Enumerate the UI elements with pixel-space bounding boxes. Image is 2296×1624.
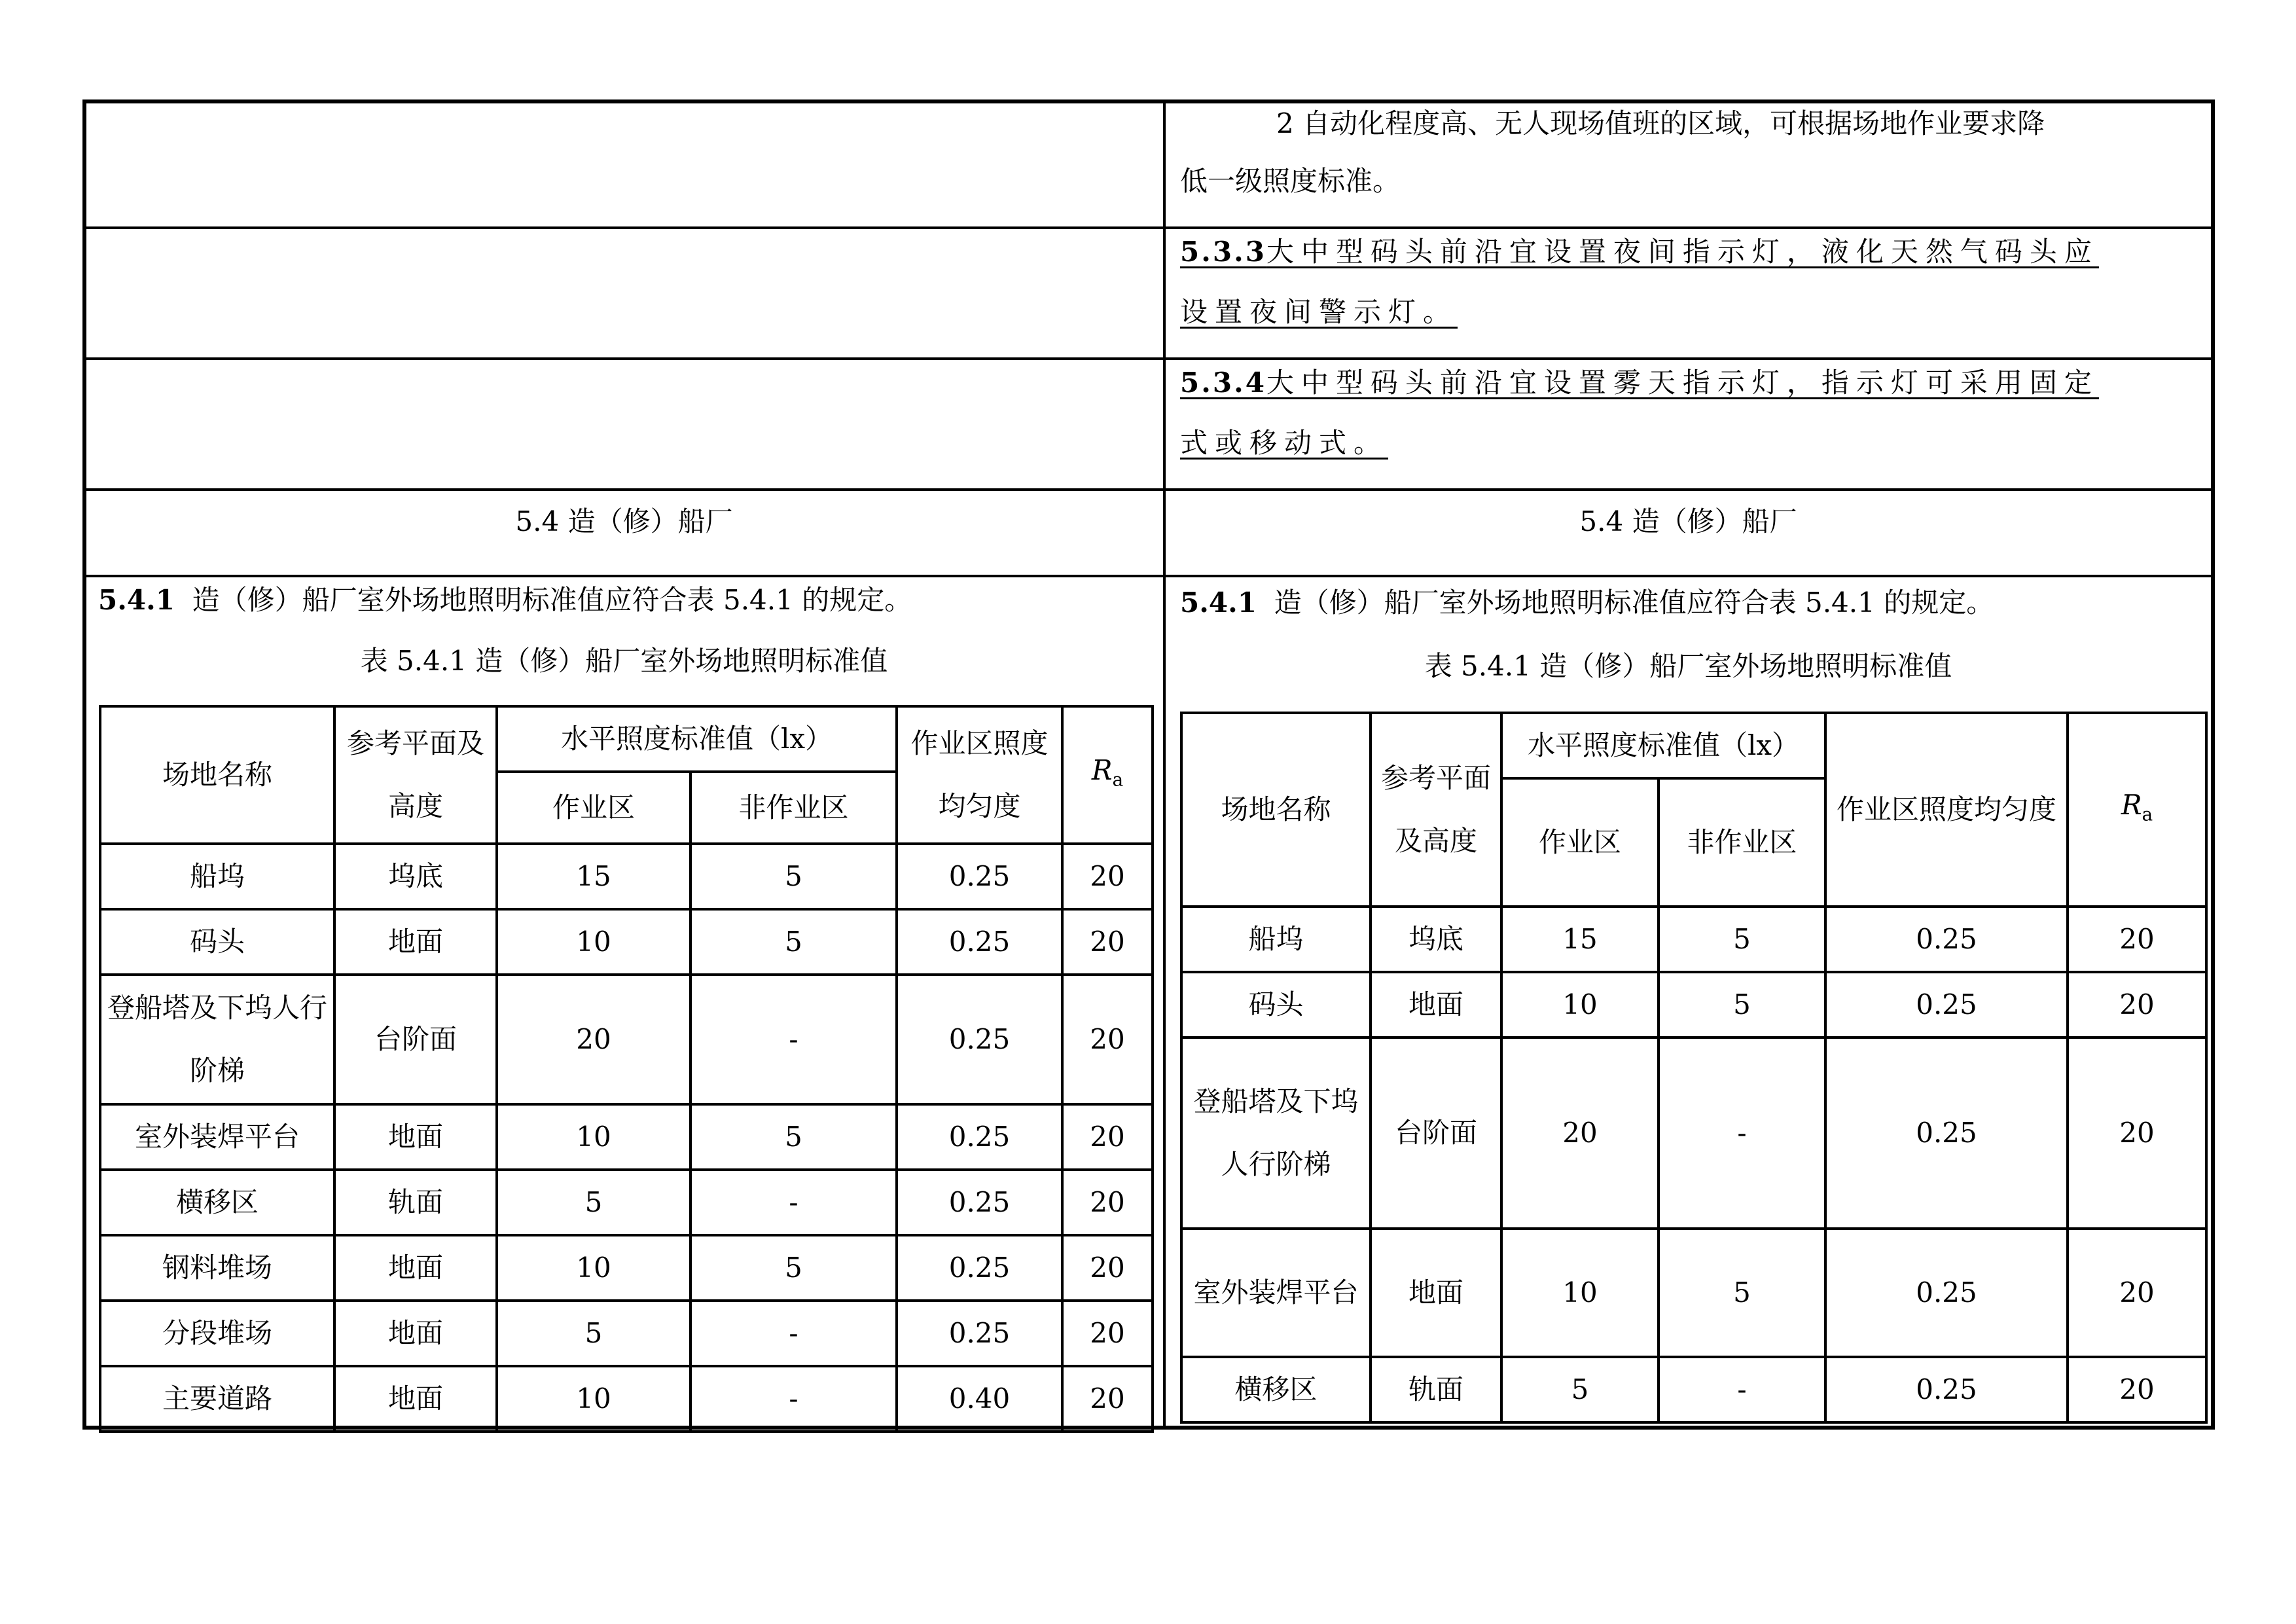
cell-site-name: 室外装焊平台 [1181,1229,1371,1357]
header-work-area: 作业区 [1501,778,1659,907]
row-divider [82,488,2215,491]
text-line: 低一级照度标准。 [1180,165,1401,197]
header-ra [1062,706,1153,844]
table-row [100,975,1153,1104]
ra-symbol: R [2121,788,2142,821]
illuminance-table-right [1180,712,2208,1424]
cell-work-illuminance: 10 [1501,972,1659,1038]
cell-ra: 20 [1062,1366,1153,1432]
cell-site-name: 船坞 [1181,907,1371,972]
cell-ra: 20 [1062,1104,1153,1170]
section-title-right: 5.4 造（修）船厂 [1579,505,1797,537]
cell-reference-plane: 台阶面 [1371,1038,1501,1229]
cell-reference-plane: 地面 [334,1235,497,1301]
cell-uniformity: 0.25 [897,975,1062,1104]
clause-5-3-3 [1180,220,2208,344]
clause-text: 大中型码头前沿宜设置雾天指示灯，指示灯可采用固定 [1266,367,2099,399]
clause-5-4-1-right [1180,571,2208,635]
cell-work-illuminance: 10 [497,1235,691,1301]
table-row [1181,1038,2206,1229]
cell-site-name: 登船塔及下坞人行阶梯 [100,975,334,1104]
header-uniformity: 作业区照度均匀度 [897,706,1062,844]
cell-nonwork-illuminance: - [1659,1357,1825,1422]
cell-work-illuminance: 5 [1501,1357,1659,1422]
cell-uniformity: 0.25 [1825,1038,2068,1229]
table-row [100,1170,1153,1235]
cell-nonwork-illuminance: - [691,1301,897,1366]
cell-nonwork-illuminance: 5 [1659,1229,1825,1357]
header-nonwork-area: 非作业区 [1659,778,1825,907]
text-line: 设置夜间警示灯。 [1180,296,1458,328]
cell-site-name: 横移区 [100,1170,334,1235]
header-work-area: 作业区 [497,772,691,844]
cell-site-name: 船坞 [100,844,334,909]
ra-subscript: a [1112,768,1124,791]
cell-work-illuminance: 20 [1501,1038,1659,1229]
cell-work-illuminance: 10 [497,1366,691,1432]
table-row [100,909,1153,975]
cell-ra: 20 [1062,1235,1153,1301]
cell-nonwork-illuminance: 5 [1659,972,1825,1038]
table-row [100,1301,1153,1366]
cell-reference-plane: 轨面 [1371,1357,1501,1422]
cell-uniformity: 0.25 [897,1235,1062,1301]
table-row [100,844,1153,909]
cell-reference-plane: 地面 [334,1366,497,1432]
cell-nonwork-illuminance: 5 [691,1104,897,1170]
cell-reference-plane: 坞底 [334,844,497,909]
text-line [1180,220,2208,284]
cell-nonwork-illuminance: 5 [1659,907,1825,972]
cell-nonwork-illuminance: 5 [691,844,897,909]
header-uniformity: 作业区照度均匀度 [1825,713,2068,907]
text-line: 式或移动式。 [1180,427,1389,459]
table-body-right [1181,907,2206,1422]
cell-nonwork-illuminance: - [691,975,897,1104]
cell-work-illuminance: 10 [497,1104,691,1170]
table-row [100,1366,1153,1432]
clause-text: 造（修）船厂室外场地照明标准值应符合表 5.4.1 的规定。 [192,584,912,616]
clause-text: 造（修）船厂室外场地照明标准值应符合表 5.4.1 的规定。 [1274,586,1994,619]
cell-ra: 20 [2068,1038,2206,1229]
header-horizontal-illuminance: 水平照度标准值（lx） [497,706,897,772]
illuminance-table-left [99,705,1154,1433]
table-row [1181,1357,2206,1422]
cell-site-name: 室外装焊平台 [100,1104,334,1170]
header-nonwork-area: 非作业区 [691,772,897,844]
clause-number: 5.3.4 [1180,367,1266,399]
cell-uniformity: 0.25 [897,1170,1062,1235]
table-row [1181,907,2206,972]
text-line: 2 自动化程度高、无人现场值班的区域，可根据场地作业要求降 [1276,107,2045,139]
column-divider [1163,99,1166,1430]
cell-reference-plane: 地面 [1371,972,1501,1038]
cell-ra: 20 [1062,909,1153,975]
cell-work-illuminance: 10 [1501,1229,1659,1357]
clause-5-3-2-item-2 [1180,92,2208,213]
table-row [100,1104,1153,1170]
cell-site-name: 码头 [100,909,334,975]
cell-reference-plane: 地面 [334,1301,497,1366]
ra-symbol: R [1091,753,1113,786]
cell-ra: 20 [2068,1357,2206,1422]
clause-text: 大中型码头前沿宜设置夜间指示灯，液化天然气码头应 [1266,236,2099,268]
cell-site-name: 分段堆场 [100,1301,334,1366]
cell-ra: 20 [2068,907,2206,972]
cell-work-illuminance: 15 [497,844,691,909]
cell-reference-plane: 地面 [334,1104,497,1170]
cell-nonwork-illuminance: 5 [691,1235,897,1301]
cell-work-illuminance: 10 [497,909,691,975]
clause-number: 5.4.1 [98,584,175,616]
cell-uniformity: 0.25 [1825,972,2068,1038]
cell-reference-plane: 地面 [1371,1229,1501,1357]
cell-uniformity: 0.25 [1825,907,2068,972]
section-title-left: 5.4 造（修）船厂 [515,505,733,537]
cell-uniformity: 0.25 [897,1104,1062,1170]
table-row [1181,972,2206,1038]
header-site-name: 场地名称 [100,706,334,844]
cell-reference-plane: 台阶面 [334,975,497,1104]
header-site-name: 场地名称 [1181,713,1371,907]
header-reference-plane: 参考平面及高度 [334,706,497,844]
cell-ra: 20 [1062,844,1153,909]
table-body-left [100,844,1153,1432]
clause-5-3-4 [1180,351,2208,475]
table-row [100,1235,1153,1301]
cell-uniformity: 0.40 [897,1366,1062,1432]
cell-reference-plane: 轨面 [334,1170,497,1235]
header-ra [2068,713,2206,907]
cell-uniformity: 0.25 [1825,1357,2068,1422]
cell-site-name: 横移区 [1181,1357,1371,1422]
cell-uniformity: 0.25 [1825,1229,2068,1357]
table-row [1181,1229,2206,1357]
header-horizontal-illuminance: 水平照度标准值（lx） [1501,713,1825,778]
cell-site-name: 主要道路 [100,1366,334,1432]
clause-5-4-1-left [98,568,1152,632]
cell-uniformity: 0.25 [897,909,1062,975]
cell-work-illuminance: 15 [1501,907,1659,972]
table-caption-right: 表 5.4.1 造（修）船厂室外场地照明标准值 [1424,650,1952,682]
cell-nonwork-illuminance: - [1659,1038,1825,1229]
cell-ra: 20 [2068,972,2206,1038]
cell-nonwork-illuminance: 5 [691,909,897,975]
cell-site-name: 码头 [1181,972,1371,1038]
cell-work-illuminance: 5 [497,1170,691,1235]
ra-subscript: a [2142,803,2153,825]
cell-ra: 20 [1062,1170,1153,1235]
cell-uniformity: 0.25 [897,1301,1062,1366]
cell-work-illuminance: 20 [497,975,691,1104]
cell-work-illuminance: 5 [497,1301,691,1366]
table-caption-left: 表 5.4.1 造（修）船厂室外场地照明标准值 [360,645,888,677]
cell-reference-plane: 坞底 [1371,907,1501,972]
cell-site-name: 钢料堆场 [100,1235,334,1301]
text-line [1180,351,2208,415]
clause-number: 5.3.3 [1180,236,1266,268]
cell-uniformity: 0.25 [897,844,1062,909]
clause-number: 5.4.1 [1180,586,1257,619]
header-reference-plane: 参考平面及高度 [1371,713,1501,907]
cell-ra: 20 [1062,975,1153,1104]
cell-nonwork-illuminance: - [691,1170,897,1235]
cell-ra: 20 [2068,1229,2206,1357]
cell-reference-plane: 地面 [334,909,497,975]
cell-ra: 20 [1062,1301,1153,1366]
cell-nonwork-illuminance: - [691,1366,897,1432]
cell-site-name: 登船塔及下坞人行阶梯 [1181,1038,1371,1229]
